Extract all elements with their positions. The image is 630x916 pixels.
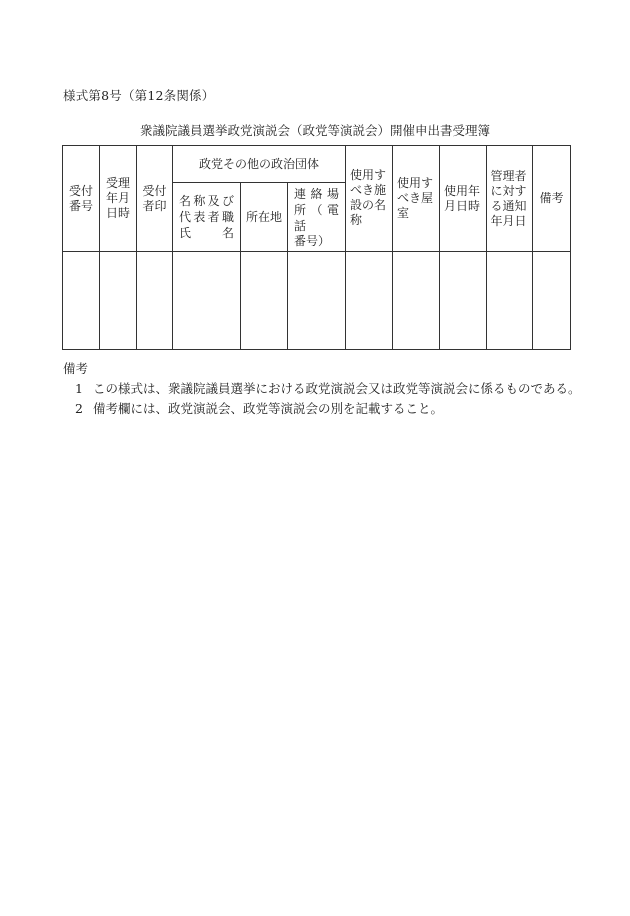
header-venue: 使用すべき屋室 bbox=[393, 146, 440, 252]
header-use-datetime: 使用年月日時 bbox=[440, 146, 487, 252]
cell-address bbox=[241, 252, 288, 350]
cell-contact bbox=[288, 252, 346, 350]
cell-use-datetime bbox=[440, 252, 487, 350]
cell-remarks bbox=[533, 252, 571, 350]
note-number: 1 bbox=[75, 381, 83, 396]
header-received-datetime: 受理年月日時 bbox=[100, 146, 137, 252]
document-title: 衆議院議員選挙政党演説会（政党等演説会）開催申出書受理簿 bbox=[139, 123, 490, 138]
header-contact: 連絡場 所（電話 番号） bbox=[288, 183, 346, 252]
note-number: 2 bbox=[75, 401, 83, 416]
cell-name-and-representative bbox=[173, 252, 241, 350]
cell-facility-name bbox=[346, 252, 393, 350]
header-party-group: 政党その他の政治団体 bbox=[173, 146, 346, 183]
cell-manager-notice-date bbox=[487, 252, 533, 350]
header-remarks: 備考 bbox=[533, 146, 571, 252]
cell-venue bbox=[393, 252, 440, 350]
header-name-and-representative: 名称及び 代表者職 氏 名 bbox=[173, 183, 241, 252]
cell-receipt-seal bbox=[137, 252, 173, 350]
note-item-1 bbox=[75, 379, 581, 397]
header-receipt-number: 受付番号 bbox=[63, 146, 100, 252]
note-text: この様式は、衆議院議員選挙における政党演説会又は政党等演説会に係るものである。 bbox=[93, 381, 581, 396]
header-facility-name: 使用すべき施設の名称 bbox=[346, 146, 393, 252]
note-item-2 bbox=[75, 399, 443, 417]
notes-heading: 備考 bbox=[63, 361, 89, 376]
cell-receipt-number bbox=[63, 252, 100, 350]
cell-received-datetime bbox=[100, 252, 137, 350]
header-receipt-seal: 受付者印 bbox=[137, 146, 173, 252]
table-row bbox=[63, 252, 571, 350]
register-table bbox=[62, 145, 571, 350]
note-text: 備考欄には、政党演説会、政党等演説会の別を記載すること。 bbox=[93, 401, 444, 416]
header-manager-notice-date: 管理者に対する通知年月日 bbox=[487, 146, 533, 252]
header-row-1 bbox=[63, 146, 571, 183]
form-number-label: 様式第8号（第12条関係） bbox=[63, 88, 215, 103]
header-address: 所在地 bbox=[241, 183, 288, 252]
